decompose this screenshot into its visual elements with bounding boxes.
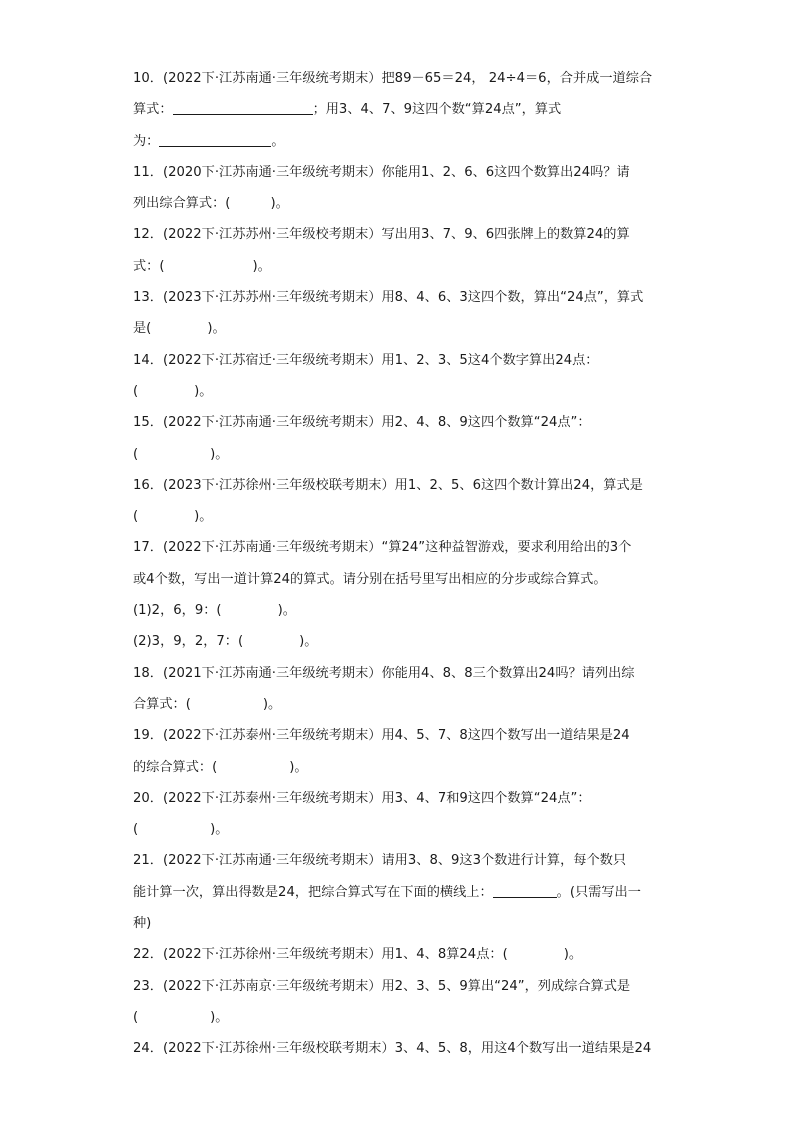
text-line	[133, 720, 664, 751]
line-text: 15．(2022下·江苏南通·三年级统考期末）用2、4、8、9这四个数算“24点”：	[133, 415, 591, 431]
text-line	[133, 971, 664, 1002]
line-text: 种)	[133, 916, 152, 932]
line-text-tail: )。	[207, 321, 226, 337]
text-line	[133, 845, 664, 876]
line-text: 式：(	[133, 258, 165, 274]
line-text: 19．(2022下·江苏泰州·三年级统考期末）用4、5、7、8这四个数写出一道结果是24	[133, 728, 630, 744]
text-line	[133, 376, 664, 407]
line-text-tail: ；用3、4、7、9这四个数“算24点”，算式	[312, 102, 562, 118]
line-text-tail: )。	[210, 446, 229, 462]
line-text: 12．(2022下·江苏苏州·三年级校考期末）写出用3、7、9、6四张牌上的数算24的算	[133, 227, 630, 243]
line-text: (	[133, 509, 139, 525]
text-line	[133, 689, 664, 720]
answer-blank[interactable]	[159, 132, 271, 147]
line-text-tail: )。	[194, 509, 213, 525]
line-text-tail: 。	[271, 133, 285, 149]
line-text: 11．(2020下·江苏南通·三年级统考期末）你能用1、2、6、6这四个数算出24吗？请	[133, 164, 630, 180]
text-line	[133, 282, 664, 313]
line-text-tail: 。(只需写出一	[556, 884, 641, 900]
line-text-tail: )。	[299, 634, 318, 650]
line-text: 的综合算式：(	[133, 759, 218, 775]
line-text: (	[133, 446, 139, 462]
line-text: (2)3，9，2，7：(	[133, 634, 244, 650]
line-text: 或4个数，写出一道计算24的算式。请分别在括号里写出相应的分步或综合算式。	[133, 571, 607, 587]
line-text: 21．(2022下·江苏南通·三年级统考期末）请用3、8、9这3个数进行计算，每个数只	[133, 853, 627, 869]
text-line	[133, 626, 664, 657]
line-text: 20．(2022下·江苏泰州·三年级统考期末）用3、4、7和9这四个数算“24点”：	[133, 790, 591, 806]
text-line	[133, 470, 664, 501]
text-line	[133, 564, 664, 595]
text-line	[133, 814, 664, 845]
line-text: 合算式：(	[133, 696, 191, 712]
line-text: (1)2，6，9：(	[133, 603, 222, 619]
line-text: 为：	[133, 133, 160, 149]
line-text-tail: )。	[289, 759, 308, 775]
line-text: 10．(2022下·江苏南通·三年级统考期末）把89－65＝24， 24÷4＝6，合并成一道综合	[133, 71, 653, 86]
text-line	[133, 439, 664, 470]
text-line	[133, 595, 664, 626]
text-line	[133, 251, 664, 282]
line-text: 16．(2023下·江苏徐州·三年级校联考期末）用1、2、5、6这四个数计算出24，算式是	[133, 477, 643, 493]
text-line	[133, 1002, 664, 1033]
line-text: 23．(2022下·江苏南京·三年级统考期末）用2、3、5、9算出“24”，列成综合算式是	[133, 978, 631, 994]
text-line	[133, 94, 664, 125]
line-text-tail: )。	[194, 383, 213, 399]
text-line	[133, 126, 664, 157]
line-text: (	[133, 383, 139, 399]
text-line	[133, 532, 664, 563]
line-text-tail: )。	[262, 696, 282, 712]
text-line	[133, 407, 664, 438]
line-text-tail: )。	[277, 603, 296, 619]
line-text: 18．(2021下·江苏南通·三年级统考期末）你能用4、8、8三个数算出24吗？请列出综	[133, 665, 635, 681]
line-text: (	[133, 822, 139, 838]
text-line	[133, 219, 664, 250]
line-text: 列出综合算式：(	[133, 196, 231, 212]
text-line	[133, 1033, 664, 1064]
text-line	[133, 501, 664, 532]
answer-blank[interactable]	[173, 100, 313, 115]
line-text-tail: )。	[252, 258, 271, 274]
text-line	[133, 63, 664, 94]
text-line	[133, 313, 664, 344]
line-text-tail: )。	[210, 822, 229, 838]
text-line	[133, 752, 664, 783]
line-text: 22．(2022下·江苏徐州·三年级统考期末）用1、4、8算24点：(	[133, 947, 508, 963]
text-line	[133, 345, 664, 376]
text-line	[133, 939, 664, 970]
text-line	[133, 783, 664, 814]
line-text-tail: )。	[270, 196, 289, 212]
line-text: 24．(2022下·江苏徐州·三年级校联考期末）3、4、5、8，用这4个数写出一道结果是24	[133, 1041, 652, 1057]
text-line	[133, 188, 664, 219]
line-text: (	[133, 1009, 139, 1025]
line-text: 算式：	[133, 102, 173, 118]
line-text: 14．(2022下·江苏宿迁·三年级统考期末）用1、2、3、5这4个数字算出24点：	[133, 352, 599, 368]
line-text-tail: )。	[563, 947, 583, 963]
line-text: 是(	[133, 321, 152, 337]
line-text-tail: )。	[210, 1009, 229, 1025]
answer-blank[interactable]	[493, 883, 557, 898]
text-line	[133, 157, 664, 188]
text-line	[133, 877, 664, 908]
line-text: 能计算一次，算出得数是24，把综合算式写在下面的横线上：	[133, 884, 493, 900]
text-line	[133, 908, 664, 939]
line-text: 17．(2022下·江苏南通·三年级统考期末）“算24”这种益智游戏，要求利用给出的3个	[133, 540, 632, 556]
line-text: 13．(2023下·江苏苏州·三年级统考期末）用8、4、6、3这四个数，算出“24点”，算式	[133, 290, 644, 306]
text-line	[133, 658, 664, 689]
